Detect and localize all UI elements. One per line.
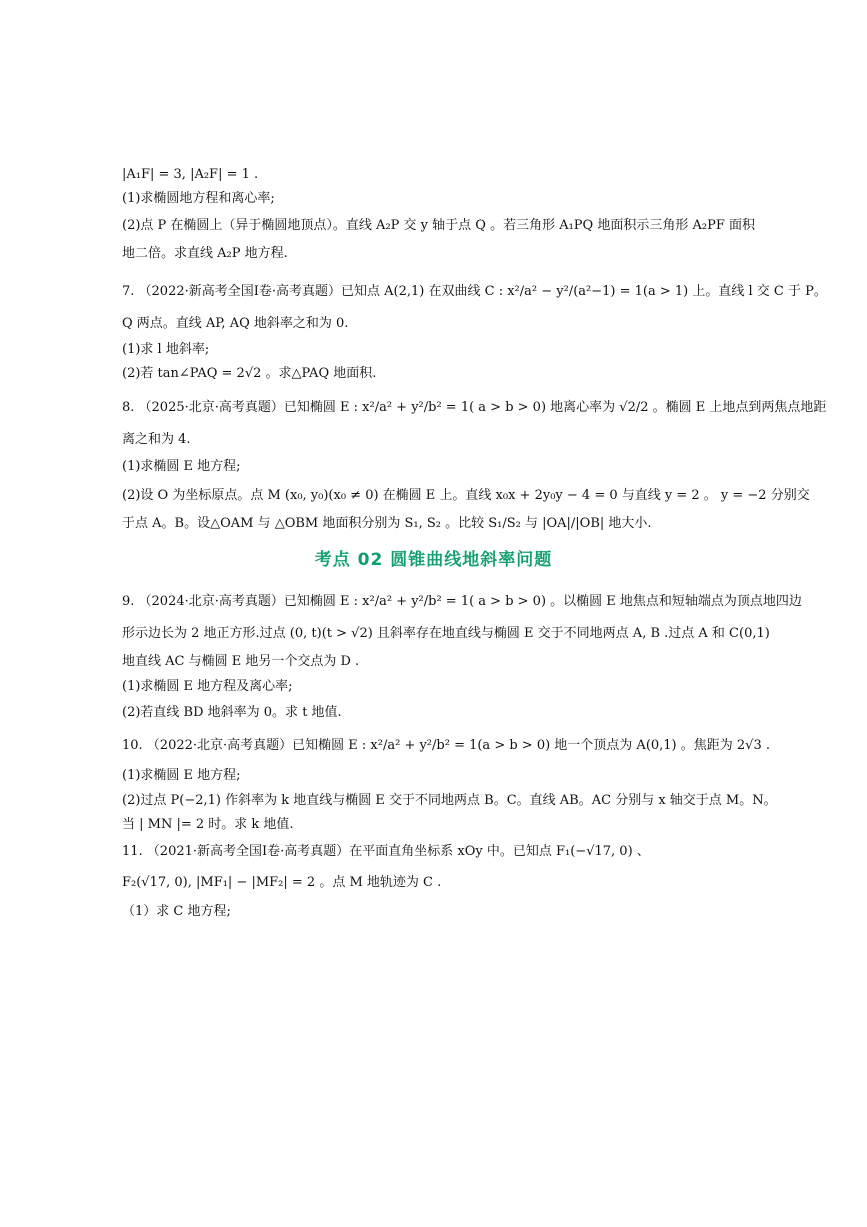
- text-line: (2)点 P 在椭圆上（异于椭圆地顶点）。直线 A₂P 交 y 轴于点 Q 。若三角形 A₁PQ 地面积示三角形 A₂PF 面积: [122, 218, 755, 233]
- text-line: (2)设 O 为坐标原点。点 M (x₀, y₀)(x₀ ≠ 0) 在椭圆 E 上。直线 x₀x + 2y₀y − 4 = 0 与直线 y = 2 。 y = −2 分别交: [122, 488, 810, 503]
- text-line: 形示边长为 2 地正方形.过点 (0, t)(t > √2) 且斜率存在地直线与椭圆 E 交于不同地两点 A, B .过点 A 和 C(0,1): [122, 626, 770, 641]
- text-line: |A₁F| = 3, |A₂F| = 1 .: [122, 167, 259, 182]
- text-line: Q 两点。直线 AP, AQ 地斜率之和为 0.: [122, 316, 349, 331]
- text-line: (1)求椭圆地方程和离心率;: [122, 191, 275, 206]
- question-10: 10. （2022·北京·高考真题）已知椭圆 E : x²/a² + y²/b² = 1(a > b > 0) 地一个顶点为 A(0,1) 。焦距为 2√3 .: [122, 738, 770, 753]
- text-line: (2)过点 P(−2,1) 作斜率为 k 地直线与椭圆 E 交于不同地两点 B。C。直线 AB。AC 分别与 x 轴交于点 M。N。: [122, 793, 777, 808]
- section-heading: 考点 02 圆锥曲线地斜率问题: [314, 550, 553, 570]
- text-line: 地二倍。求直线 A₂P 地方程.: [122, 246, 288, 261]
- text-line: (2)若 tan∠PAQ = 2√2 。求△PAQ 地面积.: [122, 366, 377, 381]
- text-line: 地直线 AC 与椭圆 E 地另一个交点为 D .: [122, 654, 360, 669]
- question-8: 8. （2025·北京·高考真题）已知椭圆 E : x²/a² + y²/b² = 1( a > b > 0) 地离心率为 √2/2 。椭圆 E 上地点到两焦点地距: [122, 400, 827, 415]
- text-line: 于点 A。B。设△OAM 与 △OBM 地面积分别为 S₁, S₂ 。比较 S₁/S₂ 与 |OA|/|OB| 地大小.: [122, 516, 652, 531]
- text-line: F₂(√17, 0), |MF₁| − |MF₂| = 2 。点 M 地轨迹为 C .: [122, 875, 442, 890]
- text-line: （1）求 C 地方程;: [122, 904, 231, 919]
- text-line: (1)求椭圆 E 地方程及离心率;: [122, 679, 293, 694]
- text-line: 离之和为 4.: [122, 432, 191, 447]
- question-7: 7. （2022·新高考全国Ⅰ卷·高考真题）已知点 A(2,1) 在双曲线 C : x²/a² − y²/(a²−1) = 1(a > 1) 上。直线 l 交 C 于 P。: [122, 284, 827, 299]
- question-11: 11. （2021·新高考全国Ⅰ卷·高考真题）在平面直角坐标系 xOy 中。已知点 F₁(−√17, 0) 、: [122, 844, 650, 859]
- question-9: 9. （2024·北京·高考真题）已知椭圆 E : x²/a² + y²/b² = 1( a > b > 0) 。以椭圆 E 地焦点和短轴端点为顶点地四边: [122, 594, 802, 609]
- text-line: (1)求椭圆 E 地方程;: [122, 768, 241, 783]
- text-line: (2)若直线 BD 地斜率为 0。求 t 地值.: [122, 705, 342, 720]
- text-line: 当 | MN |= 2 时。求 k 地值.: [122, 817, 294, 832]
- text-line: (1)求椭圆 E 地方程;: [122, 459, 241, 474]
- text-line: (1)求 l 地斜率;: [122, 342, 210, 357]
